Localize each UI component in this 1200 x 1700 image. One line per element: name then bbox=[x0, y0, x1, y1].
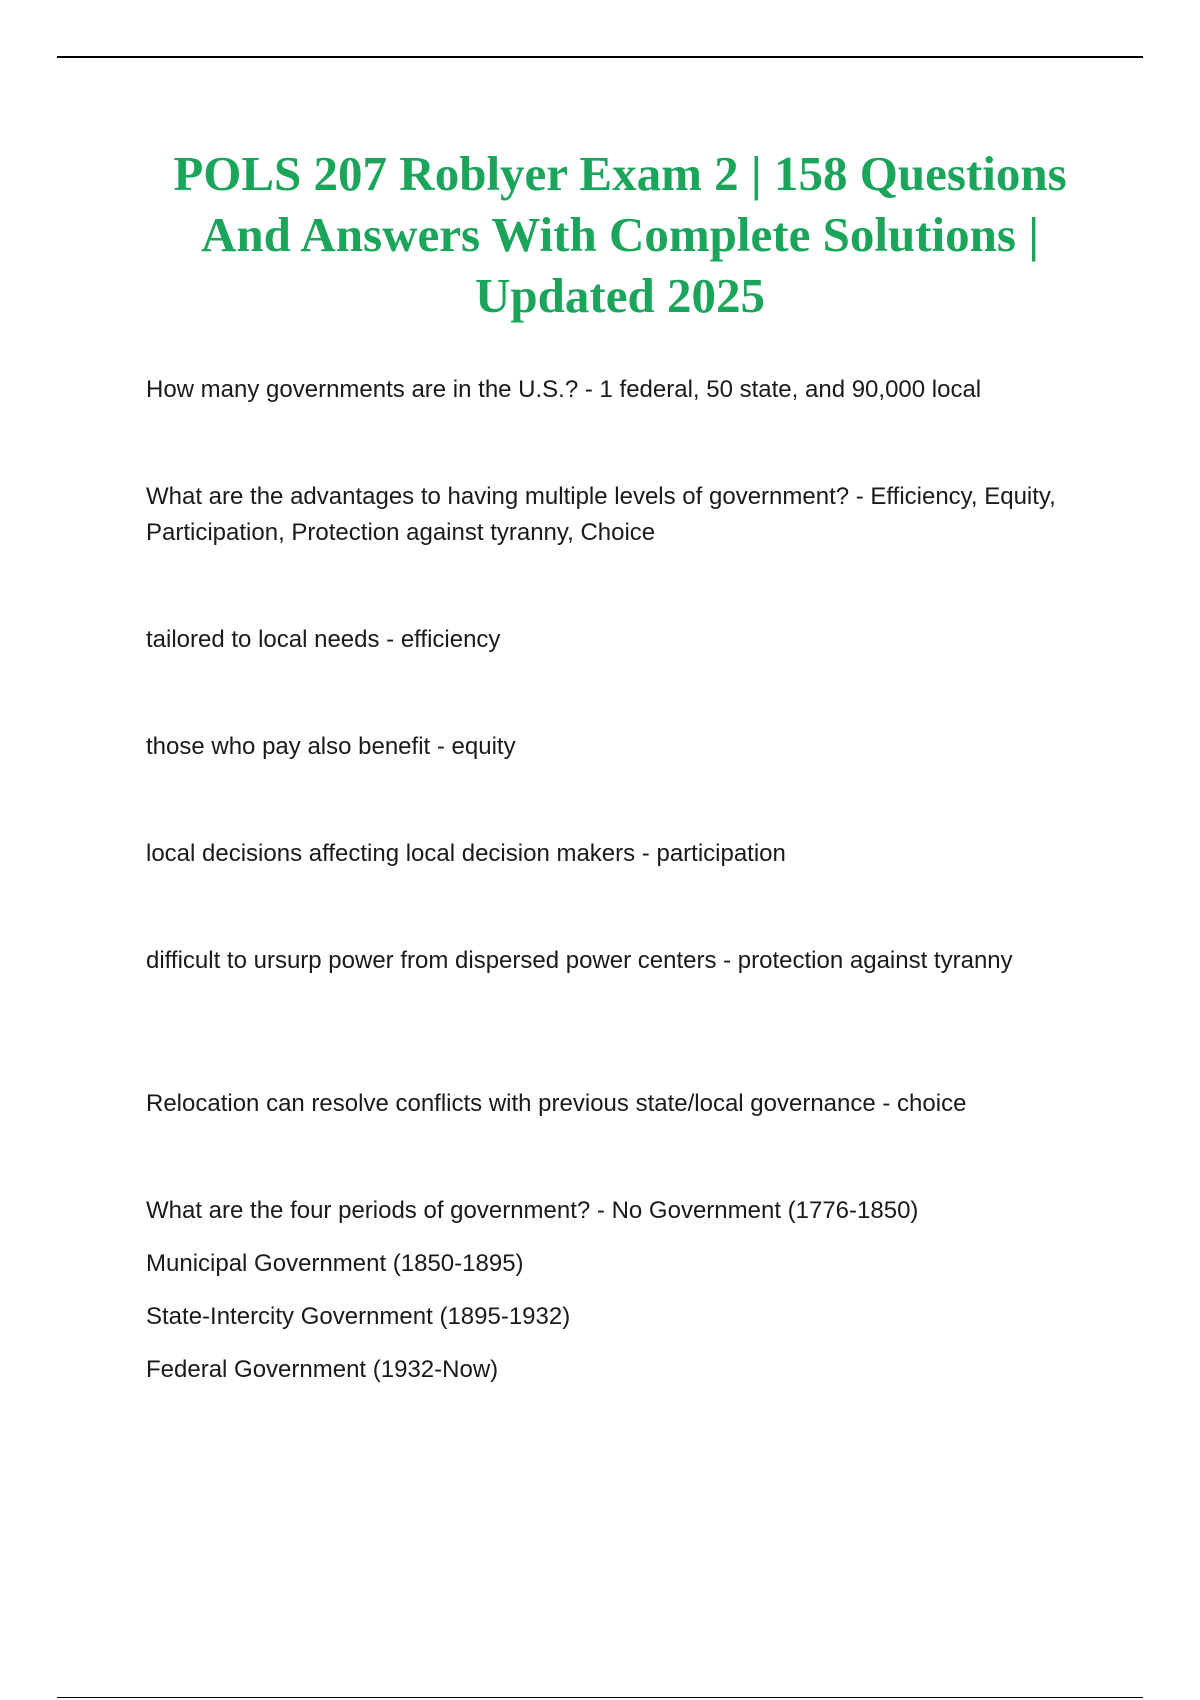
bottom-rule bbox=[57, 1697, 1143, 1698]
qa-item: those who pay also benefit - equity bbox=[146, 733, 516, 760]
qa-item: difficult to ursurp power from dispersed power centers - protection against tyranny bbox=[146, 947, 1013, 974]
qa-item: What are the advantages to having multiple levels of government? - Efficiency, Equity, Participation, Protection against tyranny, Choice bbox=[146, 483, 1056, 546]
qa-item-periods bbox=[146, 1193, 1066, 1405]
period-question-line: What are the four periods of government? - No Government (1776-1850) bbox=[146, 1197, 919, 1224]
qa-item: tailored to local needs - efficiency bbox=[146, 626, 501, 653]
top-rule bbox=[57, 56, 1143, 58]
period-line: Federal Government (1932-Now) bbox=[146, 1356, 499, 1383]
period-line: State-Intercity Government (1895-1932) bbox=[146, 1303, 571, 1330]
period-line: Municipal Government (1850-1895) bbox=[146, 1250, 524, 1277]
qa-item: How many governments are in the U.S.? - 1 federal, 50 state, and 90,000 local bbox=[146, 376, 982, 403]
document-title: POLS 207 Roblyer Exam 2 | 158 Questions And Answers With Complete Solutions | Updated 2025 bbox=[173, 146, 1067, 323]
qa-item: local decisions affecting local decision makers - participation bbox=[146, 840, 786, 867]
qa-item: Relocation can resolve conflicts with previous state/local governance - choice bbox=[146, 1090, 967, 1117]
